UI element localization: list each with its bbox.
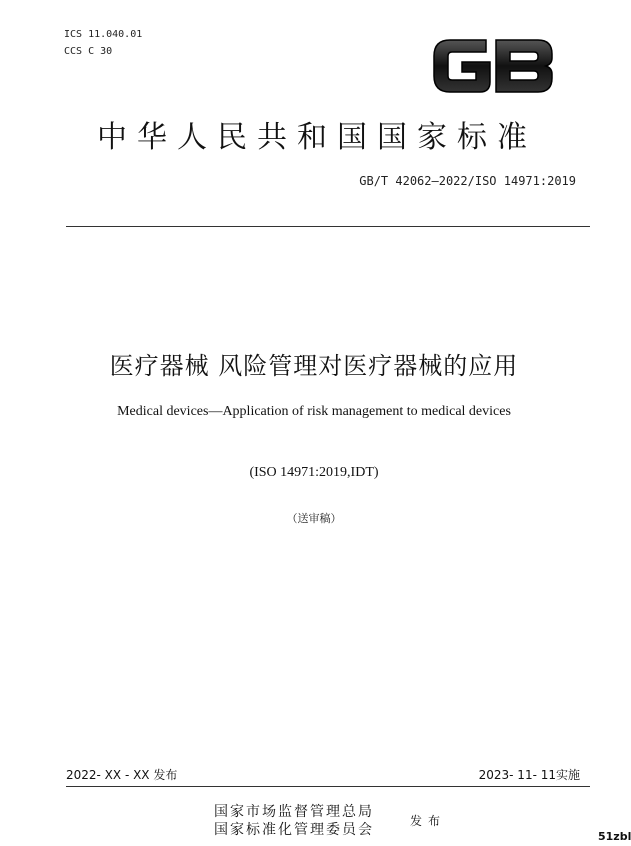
ics-label: ICS <box>64 29 83 40</box>
bottom-divider <box>66 786 590 787</box>
iso-reference: (ISO 14971:2019,IDT) <box>249 465 379 480</box>
chinese-title: 医疗器械 风险管理对医疗器械的应用 <box>109 352 519 380</box>
national-standard-title: 中华人民共和国国家标准 <box>97 120 537 155</box>
publish-date: 2022- XX - XX 发布 <box>66 768 178 782</box>
draft-note: （送审稿） <box>286 512 342 525</box>
gb-logo <box>428 32 558 100</box>
ccs-value: C 30 <box>88 46 113 57</box>
ics-row <box>64 26 148 43</box>
standard-number: GB/T 42062—2022/ISO 14971:2019 <box>359 174 576 188</box>
ics-value: 11.040.01 <box>88 29 143 40</box>
watermark: 51zbl <box>598 830 631 843</box>
classification-codes <box>64 26 148 60</box>
issuer-samr: 国家市场监督管理总局 <box>214 804 374 820</box>
top-divider <box>66 226 590 227</box>
issuer-sac: 国家标准化管理委员会 <box>214 822 374 838</box>
issue-label: 发布 <box>410 814 447 828</box>
english-title: Medical devices—Application of risk management to medical devices <box>117 404 511 419</box>
ccs-label: CCS <box>64 46 83 57</box>
implement-date: 2023- 11- 11实施 <box>478 768 580 782</box>
issuing-authorities <box>214 803 374 839</box>
ccs-row <box>64 43 148 60</box>
